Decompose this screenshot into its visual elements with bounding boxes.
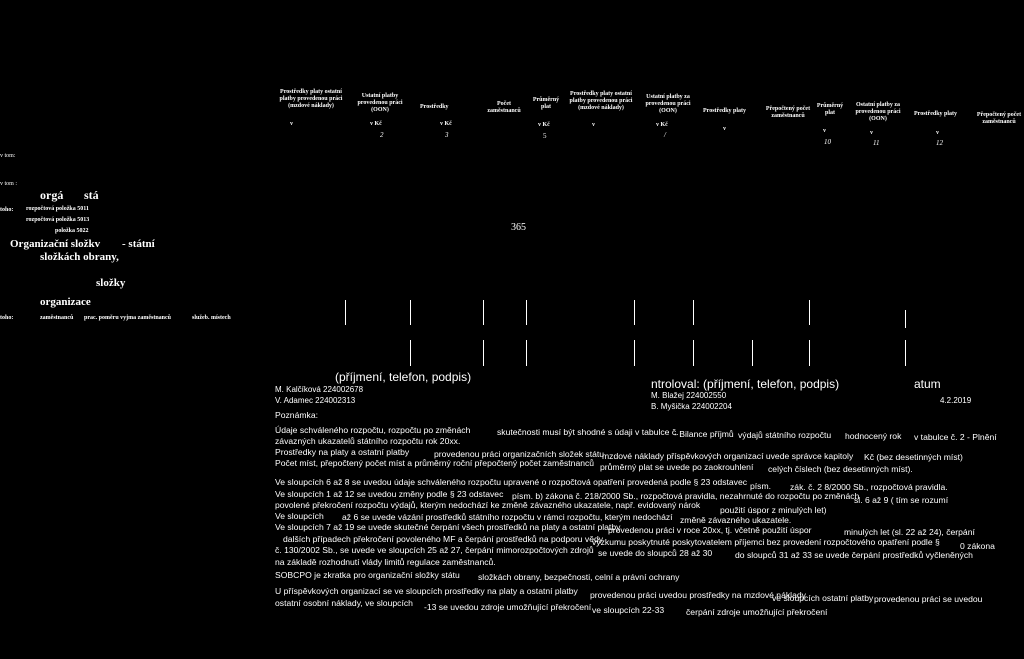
prepared-by-1: M. Kalčíková 224002678 bbox=[275, 385, 364, 394]
header-col6-unit: v bbox=[592, 122, 595, 128]
rule bbox=[483, 300, 484, 325]
note-l1d: výdajů státního rozpočtu bbox=[738, 430, 832, 440]
note-l14a: U příspěvkových organizací se ve sloupcích prostředky na platy a ostatní platby bbox=[275, 586, 578, 596]
header-col4: Počet zaměstnanců bbox=[487, 101, 521, 114]
rule bbox=[410, 300, 411, 325]
header-col5-num: 5 bbox=[543, 132, 547, 140]
note-l3d: Kč (bez desetinných míst) bbox=[864, 452, 963, 462]
note-l9c: minulých let (sl. 22 až 24), čerpání bbox=[844, 527, 975, 537]
note-l12: na základě rozhodnutí vlády limitů regulace zaměstnanců. bbox=[275, 557, 496, 567]
header-col10-num: 10 bbox=[824, 138, 831, 146]
rule bbox=[693, 300, 694, 325]
row-zam-a: zaměstnanců bbox=[40, 315, 74, 321]
header-col11: Ostatní platby za provedenou práci (OON) bbox=[855, 102, 901, 122]
note-l1a: Údaje schváleného rozpočtu, rozpočtu po změnách bbox=[275, 425, 471, 435]
notes-title: Poznámka: bbox=[275, 410, 318, 420]
note-l3c: mzdové náklady příspěvkových organizací uvede správce kapitoly bbox=[602, 451, 854, 461]
rule bbox=[483, 340, 484, 366]
note-l5b: písm. bbox=[750, 481, 772, 491]
header-col2-unit: v Kč bbox=[370, 121, 382, 127]
header-col5: Průměrný plat bbox=[532, 97, 560, 110]
header-col2-num: 2 bbox=[380, 131, 384, 139]
note-l7a: povolené překročení rozpočtu výdajů, kterým nedochází ke změně závazného ukazatele, např. evidovaný nárok bbox=[275, 500, 701, 510]
row-v-tom-2: v tom : bbox=[0, 181, 18, 187]
row-org-b: stá bbox=[84, 188, 99, 202]
header-col7: Ustatní platby za provedenou práci (OON) bbox=[645, 94, 691, 114]
note-l6c: sl. 6 až 9 ( tím se rozumí bbox=[854, 495, 949, 505]
note-l10a: dalších případech překročení povoleného MF a čerpání prostředků na podporu vědy bbox=[283, 534, 604, 544]
rule bbox=[752, 340, 753, 366]
prepared-by-2: V. Adamec 224002313 bbox=[275, 396, 356, 405]
header-col9: Přepočtený počet zaměstnanců bbox=[765, 106, 811, 119]
controlled-by-2: B. Myšička 224002204 bbox=[651, 402, 732, 411]
header-col3: Prostředky bbox=[420, 104, 449, 110]
header-col8: Prostředky platy bbox=[703, 108, 747, 114]
note-l8c: změně závazného ukazatele. bbox=[680, 515, 792, 525]
header-col7-unit: v Kč bbox=[656, 122, 668, 128]
header-col13: Přepočtený počet zaměstnanců bbox=[976, 112, 1022, 125]
value-365: 365 bbox=[511, 222, 526, 233]
note-l6a: Ve sloupcích 1 až 12 se uvedou změny podle § 23 odstavec bbox=[275, 489, 504, 499]
row-v-tom-1: v tom: bbox=[0, 153, 16, 159]
note-l13b: složkách obrany, bezpečnosti, celní a právní ochrany bbox=[478, 572, 680, 582]
header-col11-num: 11 bbox=[873, 139, 880, 147]
note-l15b: -13 se uvedou zdroje umožňující překročení bbox=[424, 602, 592, 612]
header-col5-unit: v Kč bbox=[538, 122, 550, 128]
header-col7-num: / bbox=[664, 131, 666, 139]
note-l5a: Ve sloupcích 6 až 8 se uvedou údaje schváleného rozpočtu upravené o rozpočtová opatření provedená podle § 23 odstavec bbox=[275, 477, 748, 487]
controlled-by-1: M. Blažej 224002550 bbox=[651, 391, 727, 400]
rule bbox=[634, 300, 635, 325]
rule bbox=[809, 300, 810, 325]
rule bbox=[693, 340, 694, 366]
row-zam-b: prac. poměru vyjma zaměstnanců bbox=[84, 315, 171, 321]
note-l9a: Ve sloupcích 7 až 19 se uvede skutečné čerpání všech prostředků na platy a ostatní platby bbox=[275, 522, 621, 532]
row-organizace: organizace bbox=[40, 296, 91, 308]
note-l10b: výzkumu poskytnuté poskytovatelem příjemci bez provedení rozpočtového opatření podle § bbox=[592, 537, 940, 547]
rule bbox=[634, 340, 635, 366]
note-l14d: provedenou práci se uvedou bbox=[874, 594, 983, 604]
note-l14b: provedenou práci uvedou prostředky na mzdové náklady bbox=[590, 590, 806, 600]
row-zam-c: služeb. místech bbox=[192, 315, 231, 321]
note-l3a: Prostředky na platy a ostatní platby bbox=[275, 447, 410, 457]
header-col8-unit: v bbox=[723, 126, 726, 132]
controlled-by-label: ntroloval: (příjmení, telefon, podpis) bbox=[651, 377, 840, 391]
row-org-line1b: - státní bbox=[122, 238, 155, 250]
header-col3-unit: v Kč bbox=[440, 121, 452, 127]
note-l4a: Počet míst, přepočtený počet míst a průměrný roční přepočtený počet zaměstnanců bbox=[275, 458, 595, 468]
note-l3b: provedenou práci organizačních složek státu bbox=[434, 449, 605, 459]
note-l7b: použití úspor z minulých let) bbox=[720, 505, 827, 515]
note-l2: závazných ukazatelů státního rozpočtu rok 20xx. bbox=[275, 436, 461, 446]
header-col11-unit: v bbox=[870, 130, 873, 136]
note-l15c: ve sloupcích 22-33 bbox=[592, 605, 665, 615]
header-col12: Prostředky platy bbox=[914, 111, 958, 117]
header-col12-unit: v bbox=[936, 130, 939, 136]
rule bbox=[809, 340, 810, 366]
row-toho-1: toho: bbox=[0, 207, 14, 213]
note-l11c: do sloupců 31 až 33 se uvede čerpání prostředků vyčleněných bbox=[735, 550, 973, 560]
date-value: 4.2.2019 bbox=[940, 396, 972, 405]
row-org-line1a: Organizační složkv bbox=[10, 238, 101, 250]
note-l9b: provedenou práci v roce 20xx, tj. včetně použití úspor bbox=[608, 525, 812, 535]
header-col1: Prostředky platy ostatní platby provedenou práci (mzdové náklady) bbox=[279, 89, 343, 109]
note-l8b: až 6 se uvede vázání prostředků státního rozpočtu v rámci rozpočtu, kterým nedochází bbox=[342, 512, 673, 522]
rule bbox=[905, 310, 906, 328]
header-col10: Průměrný plat bbox=[816, 103, 844, 116]
row-org-a: orgá bbox=[40, 188, 64, 202]
note-l14c: ve sloupcích ostatní platby bbox=[772, 593, 874, 603]
note-l1c: - Bilance příjmů bbox=[674, 429, 734, 439]
header-col6: Prostředky platy ostatní platby provedenou práci (mzdové náklady) bbox=[569, 91, 633, 111]
prepared-by-label: (příjmení, telefon, podpis) bbox=[335, 370, 472, 384]
date-label: atum bbox=[914, 377, 941, 391]
note-l8a: Ve sloupcích bbox=[275, 511, 324, 521]
note-l4c: celých číslech (bez desetinných míst). bbox=[768, 464, 913, 474]
note-l1b: skutečnosti musí být shodné s údaji v tabulce č. bbox=[497, 427, 679, 437]
header-col12-num: 12 bbox=[936, 139, 943, 147]
note-l1f: v tabulce č. 2 - Plnění bbox=[914, 432, 997, 442]
rule bbox=[345, 300, 346, 325]
rule bbox=[526, 300, 527, 325]
note-l15d: čerpání zdroje umožňující překročení bbox=[686, 607, 828, 617]
note-l11a: č. 130/2002 Sb., se uvede ve sloupcích 25 až 27, čerpání mimorozpočtových zdrojů bbox=[275, 545, 594, 555]
rule bbox=[526, 340, 527, 366]
row-pol-5013: rozpočtová položka 5013 bbox=[26, 217, 90, 223]
row-toho-2: toho: bbox=[0, 315, 14, 321]
note-l1e: hodnocený rok bbox=[845, 431, 902, 441]
header-col1-unit: v bbox=[290, 121, 293, 127]
note-l10c: 0 zákona bbox=[960, 541, 995, 551]
rule bbox=[905, 340, 906, 366]
note-l4b: průměrný plat se uvede po zaokrouhlení bbox=[600, 462, 754, 472]
row-slozky: složky bbox=[96, 277, 126, 289]
note-l13a: SOBCPO je zkratka pro organizační složky státu bbox=[275, 570, 460, 580]
header-col10-unit: v bbox=[823, 128, 826, 134]
note-l5c: zák. č. 2 8/2000 Sb., rozpočtová pravidla. bbox=[790, 482, 948, 492]
row-org-line2: složkách obrany, bbox=[40, 251, 119, 263]
note-l15a: ostatní osobní náklady, ve sloupcích bbox=[275, 598, 413, 608]
row-pol-5011: rozpočtová položka 5011 bbox=[26, 206, 89, 212]
note-l6b: písm. b) zákona č. 218/2000 Sb., rozpočtová pravidla, nezahrnuté do rozpočtu po změnách bbox=[512, 491, 860, 501]
row-pol-5022: položka 5022 bbox=[55, 228, 89, 234]
rule bbox=[410, 340, 411, 366]
header-col2: Ustatní platby provedenou práci (OON) bbox=[357, 93, 403, 113]
note-l11b: se uvede do sloupců 28 až 30 bbox=[598, 548, 713, 558]
header-col3-num: 3 bbox=[445, 131, 449, 139]
